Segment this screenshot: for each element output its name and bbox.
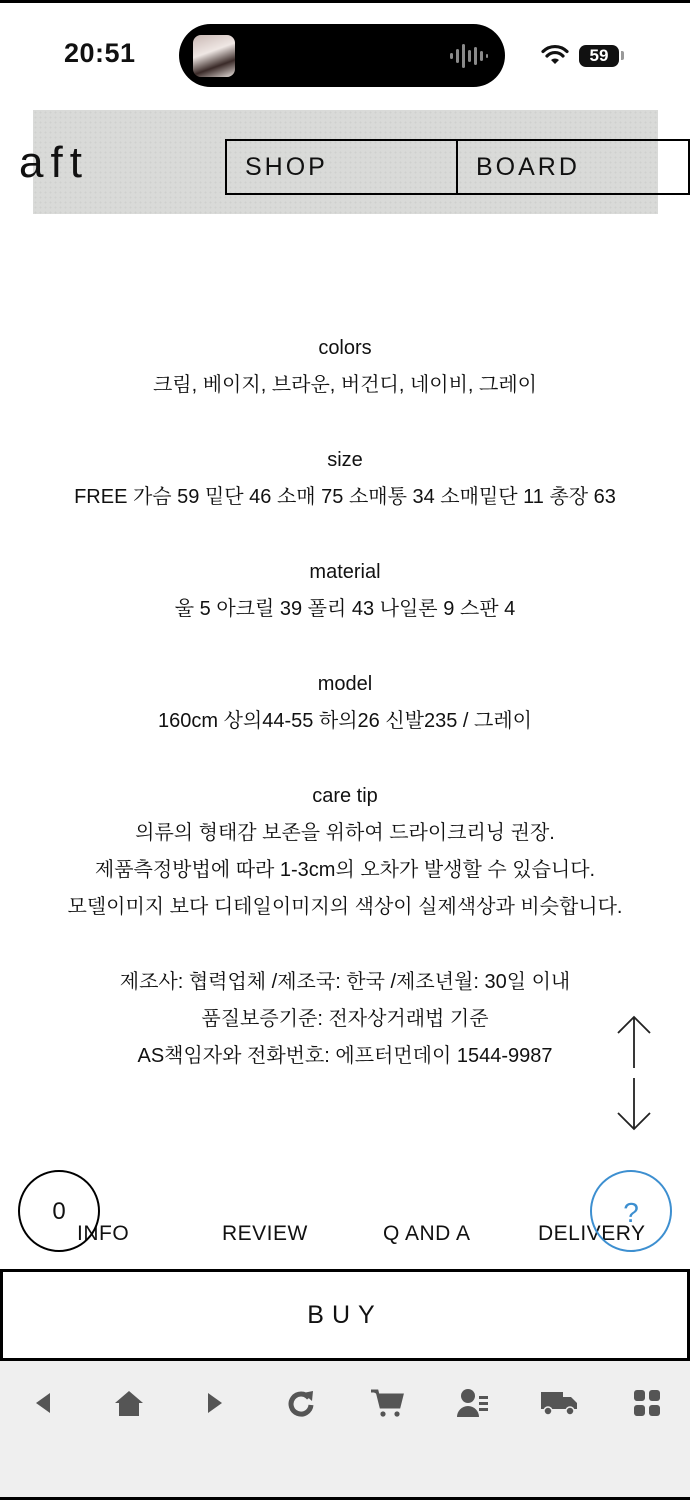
- battery-tip: [621, 51, 624, 60]
- nav-board[interactable]: BOARD: [456, 139, 690, 195]
- care-tip-title: care tip: [312, 785, 378, 807]
- forward-icon[interactable]: [193, 1383, 237, 1423]
- tab-q-and-a[interactable]: Q AND A: [383, 1222, 471, 1245]
- dynamic-island[interactable]: [179, 24, 505, 87]
- tab-info[interactable]: INFO: [77, 1222, 130, 1245]
- scroll-up-arrow-icon[interactable]: [616, 1014, 652, 1070]
- material-title: material: [309, 561, 381, 583]
- cart-icon[interactable]: [365, 1383, 409, 1423]
- buy-button[interactable]: BUY: [0, 1269, 690, 1361]
- home-icon[interactable]: [107, 1383, 151, 1423]
- status-time: 20:51: [64, 38, 136, 68]
- colors-section: [0, 330, 690, 404]
- material-section: [0, 554, 690, 628]
- size-section: [0, 442, 690, 516]
- model-title: model: [317, 673, 373, 695]
- legal-notice: [0, 964, 690, 1075]
- scroll-down-arrow-icon[interactable]: [616, 1076, 652, 1132]
- product-info: [0, 330, 690, 1075]
- brand-logo[interactable]: aft: [19, 138, 89, 187]
- back-icon[interactable]: [21, 1383, 65, 1423]
- help-button[interactable]: ?: [590, 1170, 672, 1252]
- model-value: 160cm 상의44-55 하의26 신발235 / 그레이: [157, 710, 533, 732]
- user-icon[interactable]: [451, 1383, 495, 1423]
- model-section: [0, 666, 690, 740]
- tab-delivery[interactable]: DELIVERY: [538, 1222, 646, 1245]
- care-tip-line: 제품측정방법에 따라 1-3cm의 오차가 발생할 수 있습니다.: [94, 859, 596, 881]
- colors-title: colors: [318, 337, 372, 359]
- material-value: 울 5 아크릴 39 폴리 43 나일론 9 스판 4: [174, 598, 516, 620]
- delivery-truck-icon[interactable]: [537, 1383, 581, 1423]
- battery-indicator: 59: [579, 45, 619, 67]
- care-tip-section: [0, 778, 690, 926]
- notice-line: 제조사: 협력업체 /제조국: 한국 /제조년월: 30일 이내: [119, 971, 571, 993]
- browser-toolbar: [0, 1361, 690, 1500]
- menu-grid-icon[interactable]: [625, 1383, 669, 1423]
- colors-value: 크림, 베이지, 브라운, 버건디, 네이비, 그레이: [152, 374, 537, 396]
- reload-icon[interactable]: [279, 1383, 323, 1423]
- notice-line: 품질보증기준: 전자상거래법 기준: [201, 1008, 489, 1030]
- audio-wave-icon: [449, 43, 489, 69]
- size-title: size: [327, 449, 363, 471]
- size-value: FREE 가슴 59 밑단 46 소매 75 소매통 34 소매밑단 11 총장 63: [74, 486, 616, 508]
- care-tip-line: 모델이미지 보다 디테일이미지의 색상이 실제색상과 비슷합니다.: [67, 896, 623, 918]
- care-tip-line: 의류의 형태감 보존을 위하여 드라이크리닝 권장.: [135, 822, 555, 844]
- product-tabs: [0, 1222, 690, 1262]
- nav-shop[interactable]: SHOP: [225, 139, 458, 195]
- wifi-icon: [541, 44, 569, 66]
- now-playing-artwork: [193, 35, 235, 77]
- notice-line: AS책임자와 전화번호: 에프터먼데이 1544-9987: [137, 1045, 553, 1067]
- cart-count-button[interactable]: 0: [18, 1170, 100, 1252]
- tab-review[interactable]: REVIEW: [222, 1222, 308, 1245]
- status-bar: [0, 0, 690, 100]
